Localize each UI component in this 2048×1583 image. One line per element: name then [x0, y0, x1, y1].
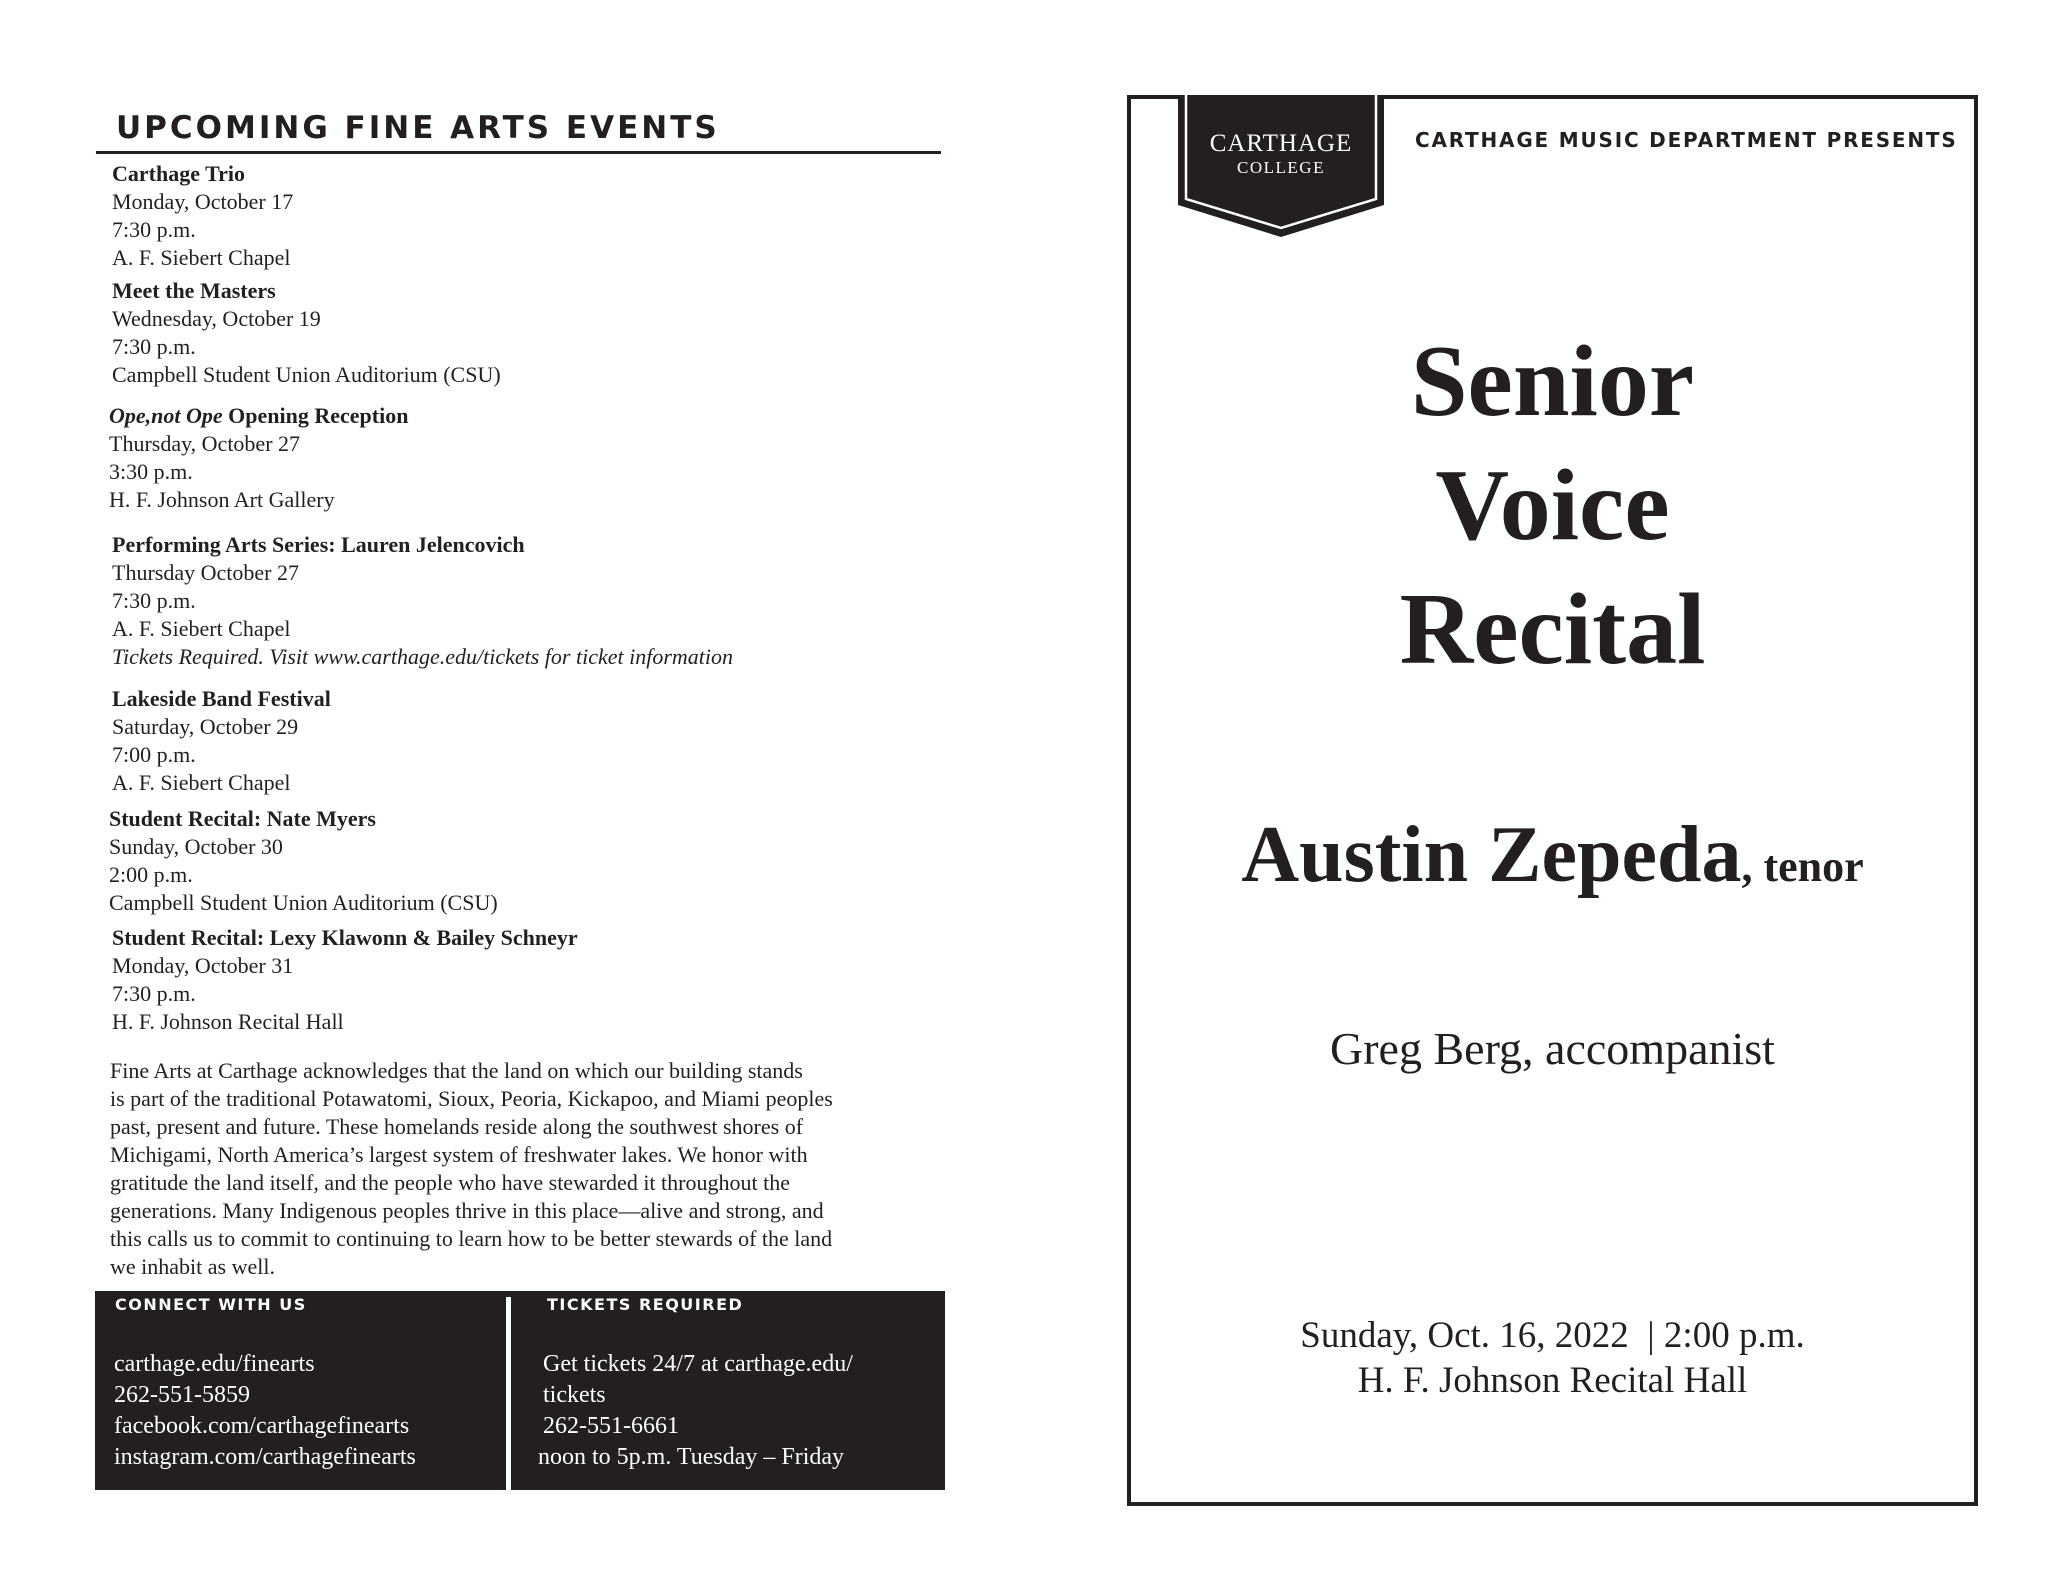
event-time: 3:30 p.m. [109, 459, 193, 484]
event-title: Meet the Masters [112, 278, 276, 303]
event-title: Student Recital: Nate Myers [109, 806, 376, 831]
ack-line: past, present and future. These homelands reside along the southwest shores of [110, 1114, 804, 1139]
event-location: A. F. Siebert Chapel [112, 616, 291, 641]
event-location: H. F. Johnson Recital Hall [112, 1009, 344, 1034]
title-line: Recital [1399, 573, 1706, 686]
heading-rule [96, 151, 941, 154]
event-date: Monday, October 17 [112, 189, 294, 214]
event-item [109, 402, 408, 514]
ack-line: gratitude the land itself, and the people who have stewarded it throughout the [110, 1170, 790, 1195]
cover-frame [1127, 95, 1978, 1506]
tickets-line: tickets [543, 1382, 606, 1408]
event-time: 7:30 p.m. [112, 334, 196, 359]
tickets-line: Get tickets 24/7 at carthage.edu/ [543, 1351, 853, 1377]
event-title: Performing Arts Series: Lauren Jelencovich [112, 532, 525, 557]
logo-line2: COLLEGE [1237, 158, 1325, 177]
title-line: Voice [1435, 449, 1670, 562]
event-date: Wednesday, October 19 [112, 306, 321, 331]
land-acknowledgement [110, 1057, 940, 1281]
event-title: Student Recital: Lexy Klawonn & Bailey Schneyr [112, 925, 578, 950]
event-note: Tickets Required. Visit www.carthage.edu/tickets for ticket information [112, 644, 733, 669]
tickets-phone: 262-551-6661 [543, 1413, 679, 1439]
event-location: Campbell Student Union Auditorium (CSU) [112, 362, 501, 387]
event-item [112, 924, 578, 1036]
connect-website[interactable]: carthage.edu/finearts [114, 1351, 315, 1377]
tickets-heading: TICKETS REQUIRED [547, 1295, 744, 1314]
event-title: Lakeside Band Festival [112, 686, 331, 711]
event-item [112, 531, 733, 671]
connect-facebook[interactable]: facebook.com/carthagefinearts [114, 1413, 410, 1439]
event-item [112, 277, 501, 389]
event-item [112, 160, 293, 272]
connect-instagram[interactable]: instagram.com/carthagefinearts [114, 1444, 416, 1470]
event-date: Thursday October 27 [112, 560, 299, 585]
logo-line1: CARTHAGE [1209, 130, 1353, 157]
event-title: Opening Reception [228, 403, 409, 428]
recital-date-time: Sunday, Oct. 16, 2022 | 2:00 p.m. [1300, 1315, 1805, 1356]
event-title: Carthage Trio [112, 161, 245, 186]
event-item [109, 805, 498, 917]
ack-line: this calls us to commit to continuing to learn how to be better stewards of the land [110, 1226, 833, 1251]
ack-line: we inhabit as well. [110, 1254, 275, 1279]
box-divider [506, 1297, 511, 1490]
performer-name: Austin Zepeda [1241, 811, 1742, 899]
title-line: Senior [1410, 325, 1695, 438]
event-date: Monday, October 31 [112, 953, 294, 978]
event-time: 7:00 p.m. [112, 742, 196, 767]
ack-line: is part of the traditional Potawatomi, Sioux, Peoria, Kickapoo, and Miami peoples [110, 1086, 833, 1111]
event-date: Sunday, October 30 [109, 834, 283, 859]
ack-line: Fine Arts at Carthage acknowledges that the land on which our building stands [110, 1058, 803, 1083]
presents-line: CARTHAGE MUSIC DEPARTMENT PRESENTS [1415, 128, 1958, 152]
connect-phone: 262-551-5859 [114, 1382, 250, 1408]
event-location: A. F. Siebert Chapel [112, 770, 291, 795]
connect-heading: CONNECT WITH US [115, 1295, 307, 1314]
event-location: H. F. Johnson Art Gallery [109, 487, 335, 512]
events-heading: UPCOMING FINE ARTS EVENTS [116, 110, 720, 146]
performer-voice: , tenor [1741, 842, 1864, 891]
event-time: 2:00 p.m. [109, 862, 193, 887]
event-title-italic: Ope,not Ope [109, 403, 223, 428]
event-date: Saturday, October 29 [112, 714, 299, 739]
event-time: 7:30 p.m. [112, 588, 196, 613]
tickets-hours: noon to 5p.m. Tuesday – Friday [538, 1444, 845, 1470]
contact-box [95, 1291, 945, 1490]
event-time: 7:30 p.m. [112, 217, 196, 242]
event-date: Thursday, October 27 [109, 431, 301, 456]
event-location: A. F. Siebert Chapel [112, 245, 291, 270]
event-item [112, 685, 331, 797]
accompanist: Greg Berg, accompanist [1330, 1023, 1775, 1074]
performer [1127, 810, 1978, 901]
recital-venue: H. F. Johnson Recital Hall [1357, 1360, 1748, 1401]
carthage-college-logo [1178, 95, 1384, 237]
event-time: 7:30 p.m. [112, 981, 196, 1006]
ack-line: Michigami, North America’s largest system of freshwater lakes. We honor with [110, 1142, 808, 1167]
event-location: Campbell Student Union Auditorium (CSU) [109, 890, 498, 915]
ack-line: generations. Many Indigenous peoples thrive in this place—alive and strong, and [110, 1198, 824, 1223]
